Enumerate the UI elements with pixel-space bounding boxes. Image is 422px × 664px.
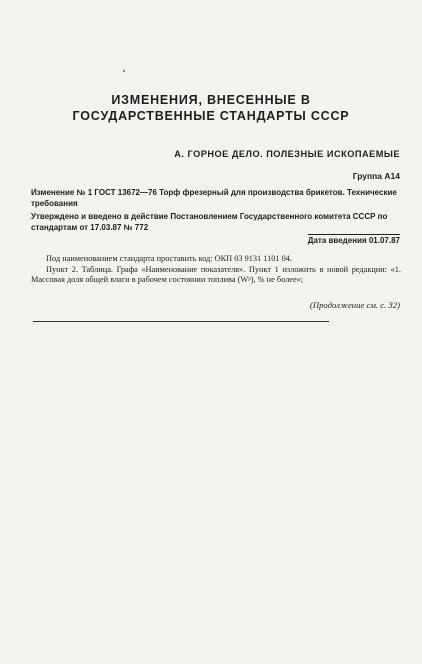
continuation-note: (Продолжение см. с. 32) [309, 300, 400, 310]
main-title-line-2: ГОСУДАРСТВЕННЫЕ СТАНДАРТЫ СССР [72, 109, 350, 123]
group-label: Группа А14 [352, 171, 400, 181]
main-title [20, 92, 402, 124]
separator-rule [33, 321, 329, 322]
change-title: Изменение № 1 ГОСТ 13672—76 Торф фрезерный для производства брикетов. Технические требования [31, 188, 397, 208]
body-paragraph-2: Пункт 2. Таблица. Графа «Наименование показателя». Пункт 1 изложить в новой редакции: «1. Массовая доля общей влаги в рабочем состоянии топлива (Wᵖ), % не более»; [31, 264, 401, 285]
effective-date: Дата введения 01.07.87 [307, 236, 400, 245]
scan-speck [123, 70, 125, 72]
main-title-line-1: ИЗМЕНЕНИЯ, ВНЕСЕННЫЕ В [111, 93, 311, 107]
body-paragraph-1: Под наименованием стандарта проставить код: ОКП 03 9131 1101 04. [46, 254, 292, 263]
approval-text: Утверждено и введено в действие Постановлением Государственного комитета СССР по стандартам от 17.03.87 № 772 [31, 212, 388, 232]
section-title: А. ГОРНОЕ ДЕЛО. ПОЛЕЗНЫЕ ИСКОПАЕМЫЕ [174, 149, 400, 159]
body-text [31, 254, 401, 286]
